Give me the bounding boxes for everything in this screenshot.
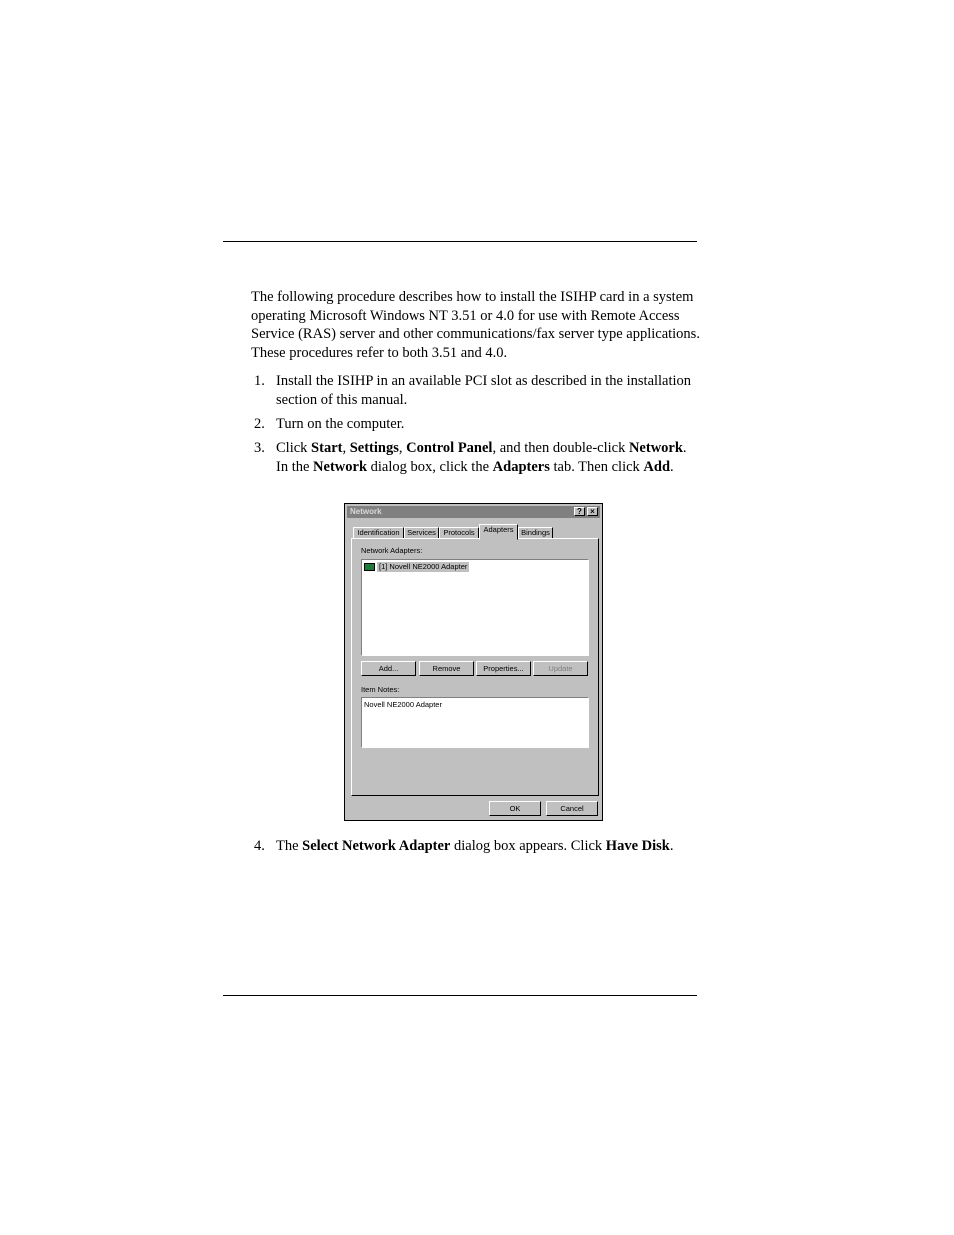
text-run: dialog box, click the — [367, 458, 493, 475]
step-number: 4. — [254, 838, 265, 854]
item-notes-text: Novell NE2000 Adapter — [364, 700, 442, 709]
step-text: Install the ISIHP in an available PCI slot as described in the installation section of this manual. — [276, 373, 692, 408]
text-run: , — [342, 440, 350, 456]
item-notes-box — [361, 697, 589, 748]
add-button[interactable]: Add... — [361, 661, 416, 676]
dialog-title: Network — [350, 507, 382, 516]
bold-settings: Settings — [349, 440, 399, 456]
step-4 — [251, 837, 701, 856]
tab-bindings[interactable]: Bindings — [518, 527, 553, 539]
update-button[interactable]: Update — [533, 661, 588, 676]
bold-have-disk: Have Disk — [605, 838, 670, 854]
network-adapters-label: Network Adapters: — [361, 546, 423, 555]
adapter-name: [1] Novell NE2000 Adapter — [379, 562, 468, 571]
tab-adapters[interactable]: Adapters — [479, 524, 518, 540]
text-run: Click — [276, 440, 312, 456]
text-run: . — [670, 458, 674, 475]
text-run: , and then double-click — [492, 440, 629, 456]
list-item[interactable] — [364, 562, 469, 572]
close-button[interactable]: × — [587, 507, 598, 516]
adapters-panel — [351, 538, 599, 796]
item-notes-label: Item Notes: — [361, 685, 400, 694]
text-run: , — [398, 440, 407, 456]
bold-network: Network — [313, 458, 368, 475]
network-card-icon — [364, 563, 375, 571]
text-run: . In the — [276, 440, 687, 475]
step-number: 1. — [254, 373, 265, 389]
adapters-listbox[interactable] — [361, 559, 589, 656]
intro-paragraph — [251, 288, 701, 362]
bold-select-network-adapter: Select Network Adapter — [302, 838, 451, 854]
bold-control-panel: Control Panel — [406, 440, 493, 456]
bold-start: Start — [311, 440, 343, 456]
step-2 — [251, 415, 701, 434]
header-rule — [223, 241, 697, 242]
tab-identification[interactable]: Identification — [353, 527, 404, 539]
properties-button[interactable]: Properties... — [476, 661, 531, 676]
bold-add: Add — [643, 458, 671, 475]
step-number: 2. — [254, 416, 265, 432]
network-dialog-screenshot — [344, 503, 603, 821]
step-1 — [251, 372, 701, 409]
text-run: tab. Then click — [549, 458, 644, 475]
step-number: 3. — [254, 440, 265, 456]
step-text — [276, 439, 701, 476]
step-text: Turn on the computer. — [276, 416, 405, 432]
dialog-titlebar — [347, 506, 600, 518]
step-3 — [251, 439, 701, 476]
bold-adapters: Adapters — [492, 458, 550, 475]
ok-button[interactable]: OK — [489, 801, 541, 816]
intro-text: The following procedure describes how to install the ISIHP card in a system operating Microsoft Windows NT 3.51 or 4.0 for use with Remote Access Service (RAS) server and other communications/fax server type applications. These procedures refer to both 3.51 and 4.0. — [251, 289, 700, 361]
help-button[interactable]: ? — [574, 507, 585, 516]
text-run: dialog box appears. Click — [450, 838, 606, 854]
bold-network: Network — [628, 440, 683, 456]
text-run: The — [276, 838, 303, 854]
tab-protocols[interactable]: Protocols — [439, 527, 479, 539]
step-text — [276, 837, 701, 856]
cancel-button[interactable]: Cancel — [546, 801, 598, 816]
tab-services[interactable]: Services — [404, 527, 439, 539]
remove-button[interactable]: Remove — [419, 661, 474, 676]
footer-rule — [223, 995, 697, 996]
text-run: . — [669, 838, 674, 854]
